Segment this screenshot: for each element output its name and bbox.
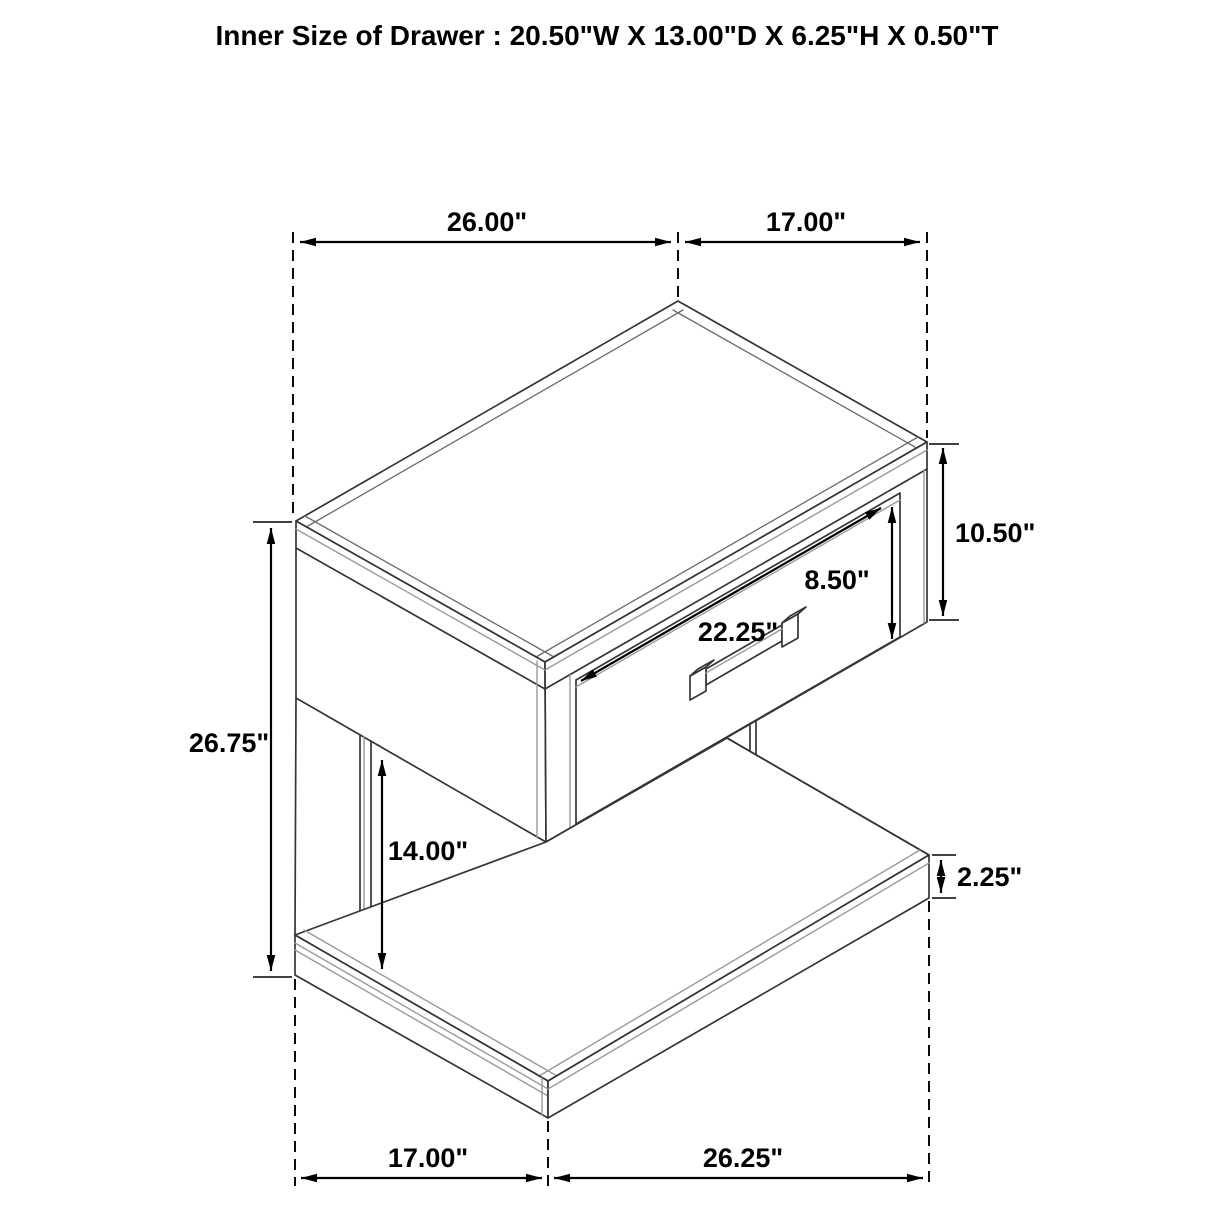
dim-base-depth: [301, 1143, 542, 1178]
dim-label-cabinet-depth: 17.00": [765, 207, 847, 237]
dim-cabinet-height: [929, 444, 1035, 620]
dim-base-thickness: [932, 855, 1022, 898]
dim-label-base-width: 26.25": [702, 1143, 784, 1173]
rear-panel-edge: [750, 721, 756, 755]
dim-label-total-height: 26.75": [188, 728, 270, 758]
dim-total-height: [189, 522, 292, 977]
dim-label-cabinet-height: 10.50": [955, 518, 1036, 548]
dim-label-open-space-height: 14.00": [387, 836, 469, 866]
dim-label-drawer-face-width: 22.25": [697, 617, 779, 647]
dim-label-base-depth: 17.00": [387, 1143, 469, 1173]
dim-label-drawer-face-height: 8.50": [804, 565, 870, 595]
nightstand-iso-drawing: [295, 301, 929, 1118]
dim-base-width: [554, 1143, 923, 1178]
page-title: Inner Size of Drawer : 20.50"W X 13.00"D X 6.25"H X 0.50"T: [215, 20, 999, 51]
dim-cabinet-depth: [685, 207, 920, 242]
dim-label-cabinet-width: 26.00": [446, 207, 528, 237]
dim-cabinet-width: [300, 207, 671, 242]
dim-label-base-thickness: 2.25": [957, 862, 1023, 892]
